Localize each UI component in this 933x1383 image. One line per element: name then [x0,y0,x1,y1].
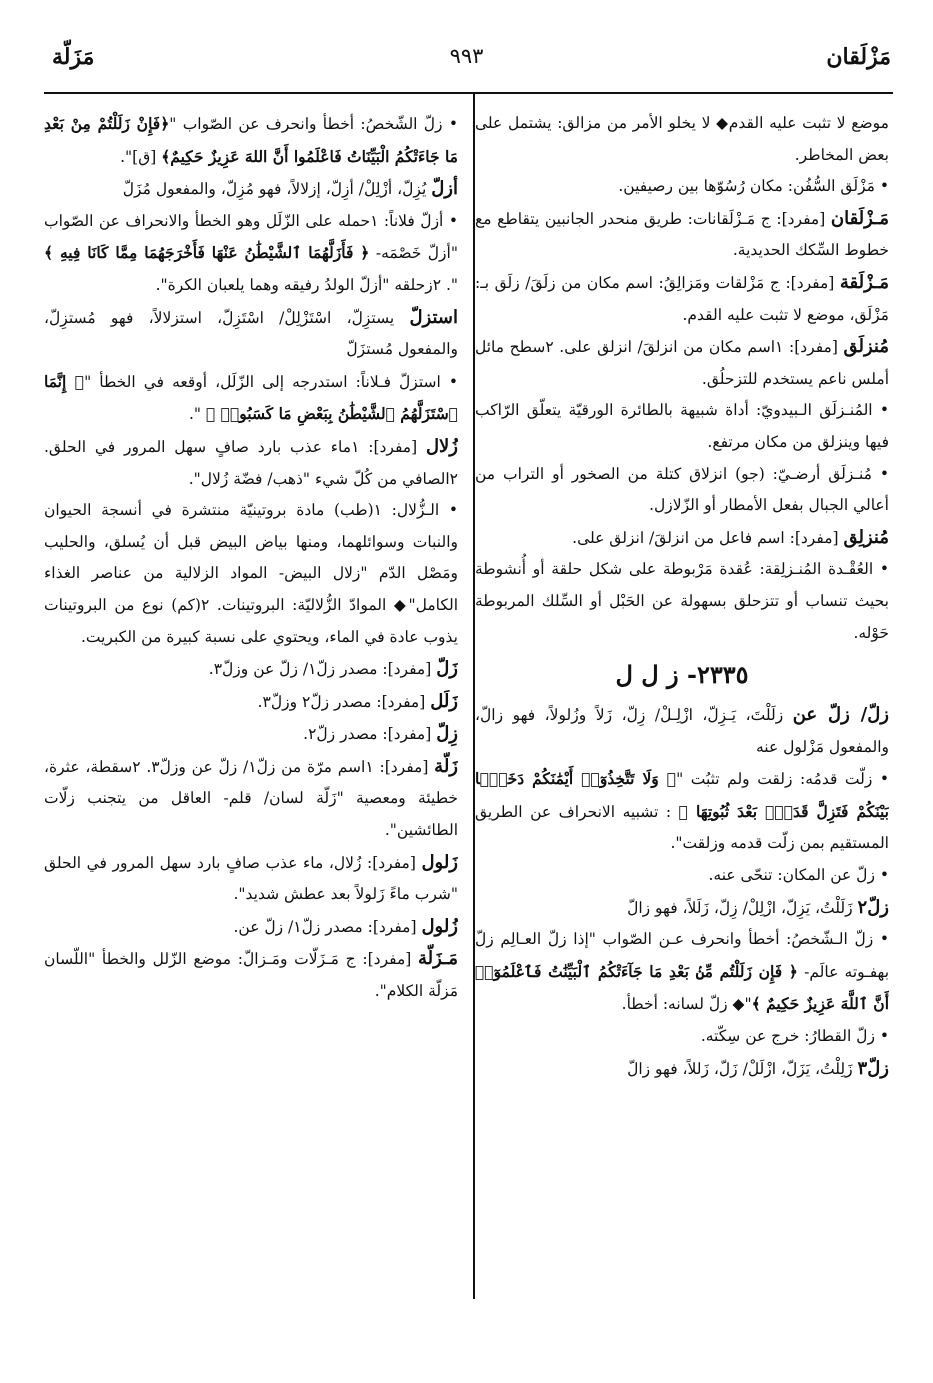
quran-quote: ﴿ إِنَّمَا ٱسْتَزَلَّهُمُ ٱلشَّيْطَٰنُ بِبَعْضِ مَا كَسَبُوا۟ ﴾ [44,371,458,424]
dictionary-entry [44,653,458,686]
sense-line [475,395,889,458]
dictionary-entry [44,686,458,719]
entry-text: • زلّت قدمُه: زلقت ولم تثبُت " [676,770,889,789]
sense-line [475,860,889,892]
entry-text: موضع لا تثبت عليه القدم◆ لا يخلو الأمر من مزالق: يشتمل على بعض المخاطر. [475,114,889,164]
entry-text: [مفرد]: مصدر زلّ١/ زلّ عن. [233,917,422,936]
dictionary-entry [44,173,458,206]
entry-text: • أزلّ فلاناً: ١حمله على الزّلَل وهو الخطأ والانحراف عن الصّواب "أزلّ خَصْمَه- [44,211,458,263]
dictionary-entry [44,943,458,1007]
sense-line [44,206,458,302]
entry-headword: زلّ٢ [857,896,889,918]
header-right-word: مَزْلَقان [826,44,891,70]
entry-text: • مَزْلَق السُّفُن: مكان رُسُوّها بين رصيفين. [618,177,889,196]
right-column [475,108,889,1293]
entry-headword: زَلّ [436,658,458,680]
dictionary-entry [475,267,889,331]
entry-text: [مفرد]: ١اسم مكان من انزلقَ/ انزلق على. ٢سطح مائل أملس ناعم يستخدم للتزحلُق. [475,338,889,388]
entry-text: • المُنـزلَق الـبيدويّ: أداة شبيهة بالطائرة الورقيّة يتعلّق الرّاكب فيها وينزلق من مكان مرتفع. [475,401,889,451]
dictionary-entry [475,203,889,267]
entry-text: [مفرد]: مصدر زلّ٢. [303,725,437,744]
dictionary-entry [44,718,458,751]
entry-text: • زلّ الشّخصُ: أخطأ وانحرف عن الصّواب " [169,115,458,133]
entry-headword: زَلول [421,851,458,873]
entry-text: [مفرد]: ج مَـزَلّات ومَـزالّ: موضع الزّلل والخطأ "اللّسان مَزلّة الكلام". [44,950,458,1001]
page-header [40,44,893,84]
sense-line [475,171,889,203]
sense-line [475,1021,889,1053]
sense-line [44,108,458,173]
dictionary-entry [475,892,889,925]
dictionary-entry [475,331,889,395]
sense-line [475,924,889,1021]
entry-text: [مفرد]: اسم فاعل من انزلقَ/ انزلق على. [572,528,844,547]
sense-line [475,554,889,649]
entry-headword: زلّ٣ [857,1057,889,1079]
entry-text-tail: [ق]". [120,147,162,166]
entry-text: • مُنـزلَق أرضـيّ: (جو) انزلاق كتلة من الصخور أو التراب من أعالي الجبال بفعل الأمطار أو الزّلازل. [475,464,889,515]
dictionary-entry [44,847,458,911]
entry-text: زلَلْتَ، يَـزِلّ، ازْلِـلْ/ زِلّ، زَلاً وزُلولاً، فهو زالّ، والمفعول مَزْلول عنه [475,706,889,756]
entry-text: • زلّ الـشّخصُ: أخطأ وانحرف عـن الصّواب "إذا زلّ العـالِم زلّ بهفـوته عالَم- [475,930,889,981]
header-left-word: مَزَلّة [52,44,95,70]
dictionary-entry [44,751,458,847]
quran-quote: ﴿فَإِنْ زَلَلْتُمْ مِنْ بَعْدِ مَا جَاءَتْكُمُ الْبَيِّنَاتُ فَاعْلَمُوا أَنَّ اللهَ عَزِيزٌ حَكِيمٌ﴾ [44,114,458,166]
entry-headword: زلّ/ زلّ عن [792,704,889,726]
quran-quote: ﴿ وَلَا تَتَّخِذُوٓا۟ أَيْمَٰنَكُمْ دَخَلًۢا بَيْنَكُمْ فَتَزِلَّ قَدَمٌۢ بَعْدَ ثُبُوتِهَا ﴾ [475,769,889,821]
entry-headword: زُلول [421,915,458,937]
entry-headword: أزلّ [431,178,458,200]
quran-quote: ﴿ فَأَزَلَّهُمَا ٱلشَّيْطَٰنُ عَنْهَا فَأَخْرَجَهُمَا مِمَّا كَانَا فِيهِ ﴾ [44,243,370,263]
entry-headword: زُلال [425,435,458,457]
entry-text: يُزِلّ، أزْلِلْ/ أزِلّ، إزلالاً، فهو مُزِلّ، والمفعول مُزَلّ [122,180,432,199]
entry-headword: زَلَل [430,690,458,712]
sense-line [44,366,458,431]
left-column [44,108,458,1293]
entry-text: زَلَلْتُ، يَزِلّ، ازْلِلْ/ زِلّ، زَلَلاً، فهو زالّ [627,898,858,917]
entry-text-tail: ". ٢زحلقه "أزلّ الولدُ رفيقه وهما يلعبان الكرة". [155,275,458,294]
entry-text: [مفرد]: ١اسم مرّة من زلّ١/ زلّ عن وزلّ٣. ٢سقطة، عثرة، خطيئة ومعصية "زَلّة لسان/ قلم- العاقل من يتجنب زلّات الطائشين". [44,757,458,840]
entry-text: [مفرد]: ج مَـزْلَقانات: طريق منحدر الجانبين يتقاطع مع خطوط السِّكك الحديدية. [475,209,889,260]
entry-text-tail: : تشبيه الانحراف عن الطريق المستقيم بمن زلّت قدمه وزلقت". [475,802,889,853]
entry-text: • زلّ عن المكان: تنحّى عنه. [708,866,889,885]
dictionary-entry [475,1053,889,1086]
entry-headword: زَلّة [434,755,458,777]
sense-line [475,763,889,860]
entry-headword: استزلّ [409,306,458,328]
entry-text: [مفرد]: ١ماء عذب بارد صافٍ سهل المرور في الحلق. ٢الصافي من كُلّ شيء "ذهب/ فضّة زُلال". [44,437,458,488]
entry-headword: زِلّ [436,723,458,745]
quran-quote: ﴿ فَإِن زَلَلْتُم مِّنۢ بَعْدِ مَا جَآءَتْكُمُ ٱلْبَيِّنَٰتُ فَٱعْلَمُوٓا۟ أَنَّ ٱللَّهَ عَزِيزٌ حَكِيمٌ ﴾ [475,961,889,1014]
entry-text: • العُقْـدة المُنـزلِقة: عُقدة مَرْبوطة على شكل حلقة أو أُنشوطة بحيث تنساب أو تتزحلق بسهولة عن الحَبْل أو السِّلك المربوطة حَوْله. [475,560,889,642]
sense-line [475,108,889,171]
entry-headword: مَـزْلَقان [830,207,889,229]
dictionary-entry [44,302,458,366]
entry-text: زَلِلْتُ، يَزَلّ، ازْلَلْ/ زَلّ، زَللاً، فهو زالّ [627,1059,858,1078]
entry-headword: مُنزلَق [843,336,889,358]
dictionary-entry [44,431,458,495]
entry-text-tail: ". [189,405,206,424]
header-rule [44,92,893,94]
entry-text: [مفرد]: مصدر زلّ٢ وزلّ٣. [257,692,431,711]
dictionary-entry [475,522,889,555]
page-number: ٩٩٣ [449,44,484,68]
root-section-heading: ٢٣٣٥- ز ل ل [615,660,749,690]
entry-text: • زلّ القطارُ: خرج عن سِكّته. [700,1027,889,1046]
entry-headword: مَـزْلَقة [839,271,889,293]
sense-line [475,459,889,522]
entry-text: [مفرد]: زُلال، ماء عذب صافٍ بارد سهل المرور في الحلق "شرب ماءً زَلولاً بعد عطش شديد". [44,853,458,904]
entry-text: [مفرد]: ج مَزْلقات ومَزالِقُ: اسم مكان من زلَقَ/ زلَق بـ: مَزْلَق، موضع لا تثبت عليه القدم. [475,273,889,324]
entry-headword: مُنزلِق [843,526,889,548]
entry-text: [مفرد]: مصدر زلّ١/ زلّ عن وزلّ٣. [208,660,437,679]
entry-text: • استزلّ فـلاناً: استدرجه إلى الزّلَل، أوقعه في الخطأ " [84,372,458,391]
dictionary-entry [44,911,458,944]
entry-text: يستزِلّ، اسْتَزْلِلْ/ اسْتَزِلّ، استزلالاً، فهو مُستزِلّ، والمفعول مُستزَلّ [44,308,458,359]
entry-text: • الـزُّلال: ١(طب) مادة بروتينيّة منتشرة في أنسجة الحيوان والنبات وسوائلهما، ومنها بياض البيض قبل أن يُسلق، والحليب ومَصْل الدّم "زلال البيض- المواد الزلالية من عناصر الغذاء الكامل"◆ الموادّ الزُّلاليّة: البروتينات. ٢(كم) نوع من البروتينات يذوب عادة في الماء، ويحتوي على نسبة كبيرة من الكبريت. [44,501,458,646]
entry-headword: مَـزَلّة [418,948,458,970]
dictionary-entry [475,699,889,763]
entry-text-tail: "◆ زلّ لسانه: أخطأ. [621,995,752,1014]
sense-line [44,495,458,653]
